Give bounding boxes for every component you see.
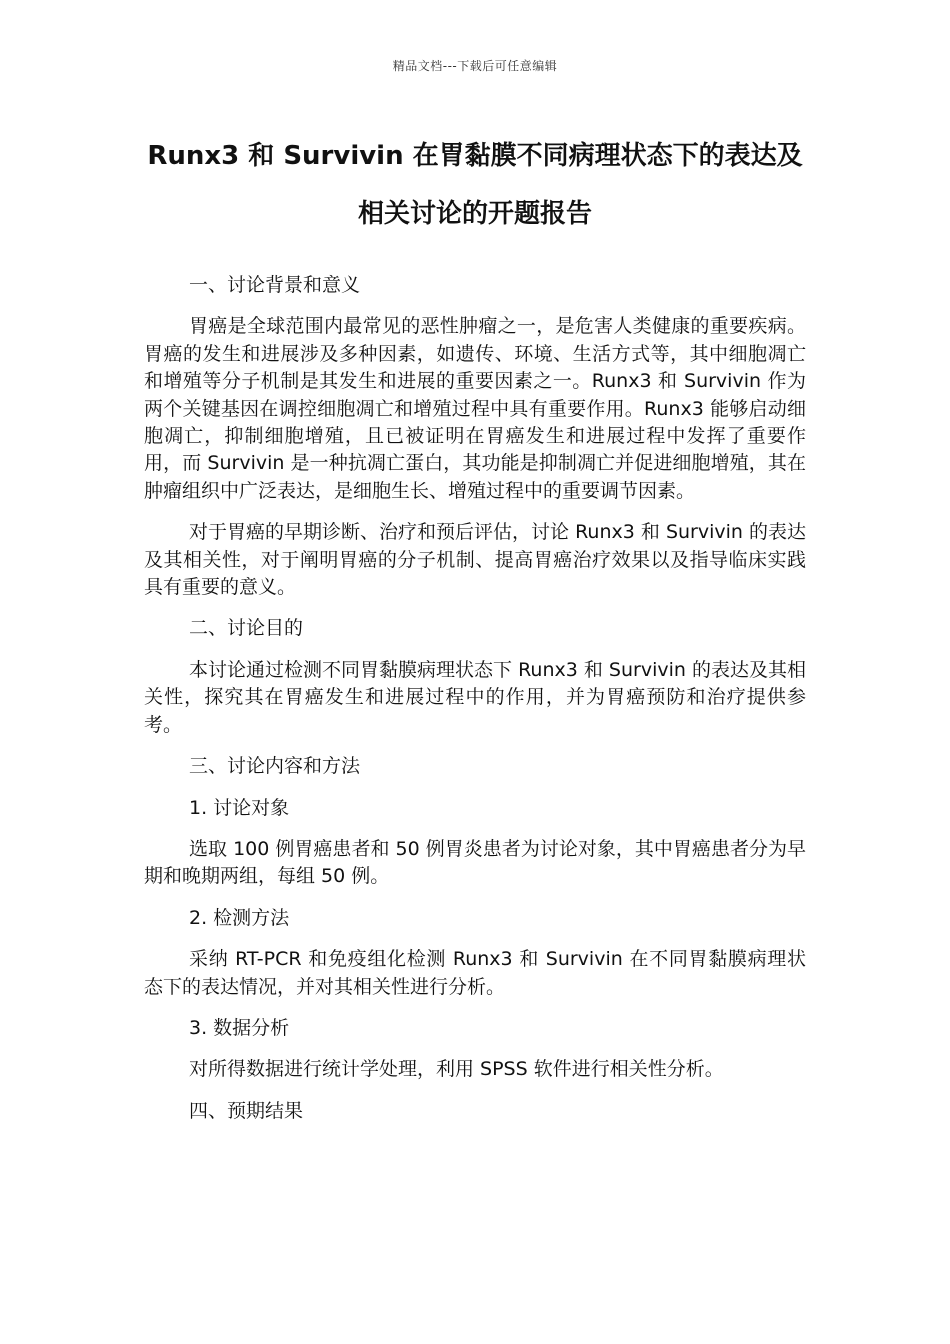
paragraph-purpose: 本讨论通过检测不同胃黏膜病理状态下 Runx3 和 Survivin 的表达及其相关性，探究其在胃癌发生和进展过程中的作用，并为胃癌预防和治疗提供参考。 — [144, 658, 806, 736]
section-heading-purpose: 二、讨论目的 — [189, 617, 304, 640]
document-title-line-1: Runx3 和 Survivin 在胃黏膜不同病理状态下的表达及 — [147, 141, 803, 171]
section-heading-background: 一、讨论背景和意义 — [189, 274, 361, 296]
paragraph-detection: 采纳 RT-PCR 和免疫组化检测 Runx3 和 Survivin 在不同胃黏膜病理状态下的表达情况，并对其相关性进行分析。 — [144, 948, 806, 998]
paragraph-subjects: 选取 100 例胃癌患者和 50 例胃炎患者为讨论对象，其中胃癌患者分为早期和晚期两组，每组 50 例。 — [144, 837, 806, 888]
paragraph-background-1: 胃癌是全球范围内最常见的恶性肿瘤之一，是危害人类健康的重要疾病。胃癌的发生和进展涉及多种因素，如遗传、环境、生活方式等，其中细胞凋亡和增殖等分子机制是其发生和进展的重要因素之一。Runx3 和 Survivin 作为两个关键基因在调控细胞凋亡和增殖过程中具有重要作用。Runx3 能够启动细胞凋亡，抑制细胞增殖，且已被证明在胃癌发生和进展过程中发挥了重要作用，而 Survivin 是一种抗凋亡蛋白，其功能是抑制凋亡并促进细胞增殖，其在肿瘤组织中广泛表达，是细胞生长、增殖过程中的重要调节因素。 — [144, 315, 806, 502]
subsection-heading-subjects: 1. 讨论对象 — [189, 796, 290, 819]
page-header: 精品文档---下载后可任意编辑 — [392, 59, 558, 73]
section-heading-expected-results: 四、预期结果 — [189, 1099, 304, 1122]
subsection-heading-detection: 2. 检测方法 — [189, 906, 290, 929]
paragraph-analysis: 对所得数据进行统计学处理，利用 SPSS 软件进行相关性分析。 — [189, 1058, 724, 1081]
subsection-heading-analysis: 3. 数据分析 — [189, 1016, 290, 1039]
paragraph-background-2: 对于胃癌的早期诊断、治疗和预后评估，讨论 Runx3 和 Survivin 的表达及其相关性，对于阐明胃癌的分子机制、提高胃癌治疗效果以及指导临床实践具有重要的意义。 — [144, 521, 806, 599]
section-heading-methods: 三、讨论内容和方法 — [189, 755, 361, 778]
document-body — [144, 272, 806, 1139]
document-title-line-2: 相关讨论的开题报告 — [357, 199, 592, 229]
